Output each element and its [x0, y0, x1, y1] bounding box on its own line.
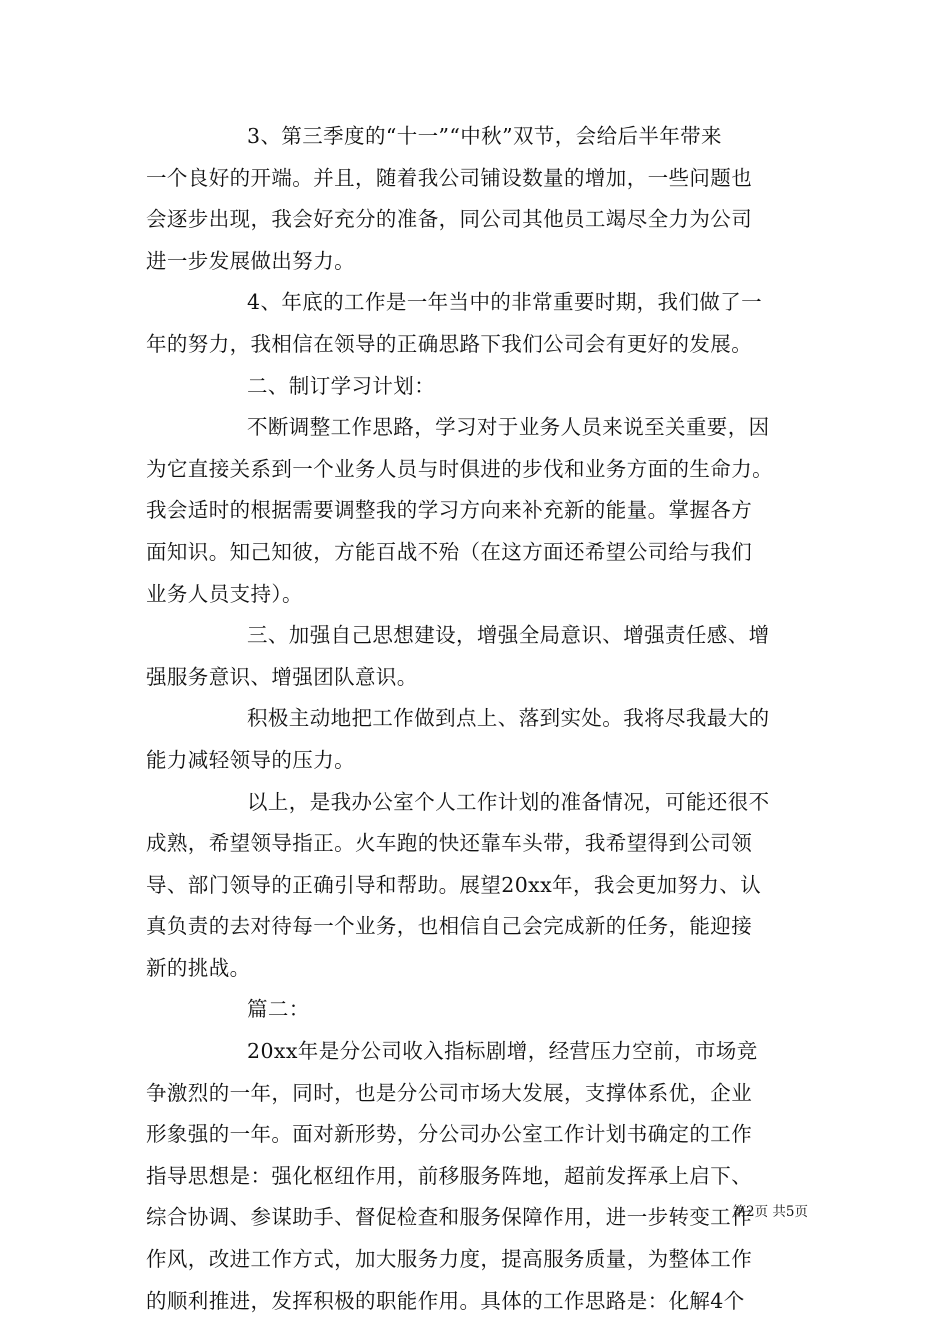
- text-line: 真负责的去对待每一个业务，也相信自己会完成新的任务，能迎接: [146, 914, 753, 939]
- text-line: 面知识。知己知彼，方能百战不殆（在这方面还希望公司给与我们: [146, 539, 753, 564]
- text-line: 进一步发展做出努力。: [146, 248, 355, 273]
- page-number: 第2页 共5页: [732, 1204, 808, 1220]
- text-line: 争激烈的一年，同时，也是分公司市场大发展，支撑体系优，企业: [146, 1080, 753, 1105]
- text-line: 20xx年是分公司收入指标剧增，经营压力空前，市场竞: [247, 1039, 758, 1064]
- text-line: 的顺利推进，发挥积极的职能作用。具体的工作思路是：化解4个: [146, 1288, 745, 1313]
- text-line: 年的努力，我相信在领导的正确思路下我们公司会有更好的发展。: [146, 331, 753, 356]
- text-line: 导、部门领导的正确引导和帮助。展望20xx年，我会更加努力、认: [146, 872, 762, 897]
- text-line: 成熟，希望领导指正。火车跑的快还靠车头带，我希望得到公司领: [146, 831, 753, 856]
- text-line: 篇二：: [247, 997, 310, 1022]
- text-line: 我会适时的根据需要调整我的学习方向来补充新的能量。掌握各方: [146, 498, 753, 523]
- text-line: 不断调整工作思路，学习对于业务人员来说至关重要，因: [247, 415, 770, 440]
- text-line: 以上，是我办公室个人工作计划的准备情况，可能还很不: [247, 789, 770, 814]
- text-line: 综合协调、参谋助手、督促检查和服务保障作用，进一步转变工作: [146, 1205, 753, 1230]
- text-line: 三、加强自己思想建设，增强全局意识、增强责任感、增: [247, 623, 770, 648]
- text-line: 3、第三季度的“十一”“中秋”双节，会给后半年带来: [247, 124, 722, 148]
- text-line: 为它直接关系到一个业务人员与时俱进的步伐和业务方面的生命力。: [146, 456, 773, 481]
- document-body: [146, 116, 806, 1322]
- text-line: 能力减轻领导的压力。: [146, 747, 355, 772]
- text-line: 积极主动地把工作做到点上、落到实处。我将尽我最大的: [247, 706, 770, 731]
- text-line: 新的挑战。: [146, 955, 251, 980]
- text-line: 一个良好的开端。并且，随着我公司铺设数量的增加，一些问题也: [146, 165, 753, 190]
- text-line: 作风，改进工作方式，加大服务力度，提高服务质量，为整体工作: [146, 1247, 753, 1272]
- text-line: 业务人员支持）。: [146, 581, 303, 606]
- text-line: 会逐步出现，我会好充分的准备，同公司其他员工竭尽全力为公司: [146, 207, 753, 232]
- text-line: 二、制订学习计划：: [247, 373, 436, 398]
- text-line: 4、年底的工作是一年当中的非常重要时期，我们做了一: [247, 290, 763, 315]
- text-line: 指导思想是：强化枢纽作用，前移服务阵地，超前发挥承上启下、: [146, 1163, 753, 1188]
- text-line: 形象强的一年。面对新形势，分公司办公室工作计划书确定的工作: [146, 1122, 753, 1147]
- text-line: 强服务意识、增强团队意识。: [146, 664, 418, 689]
